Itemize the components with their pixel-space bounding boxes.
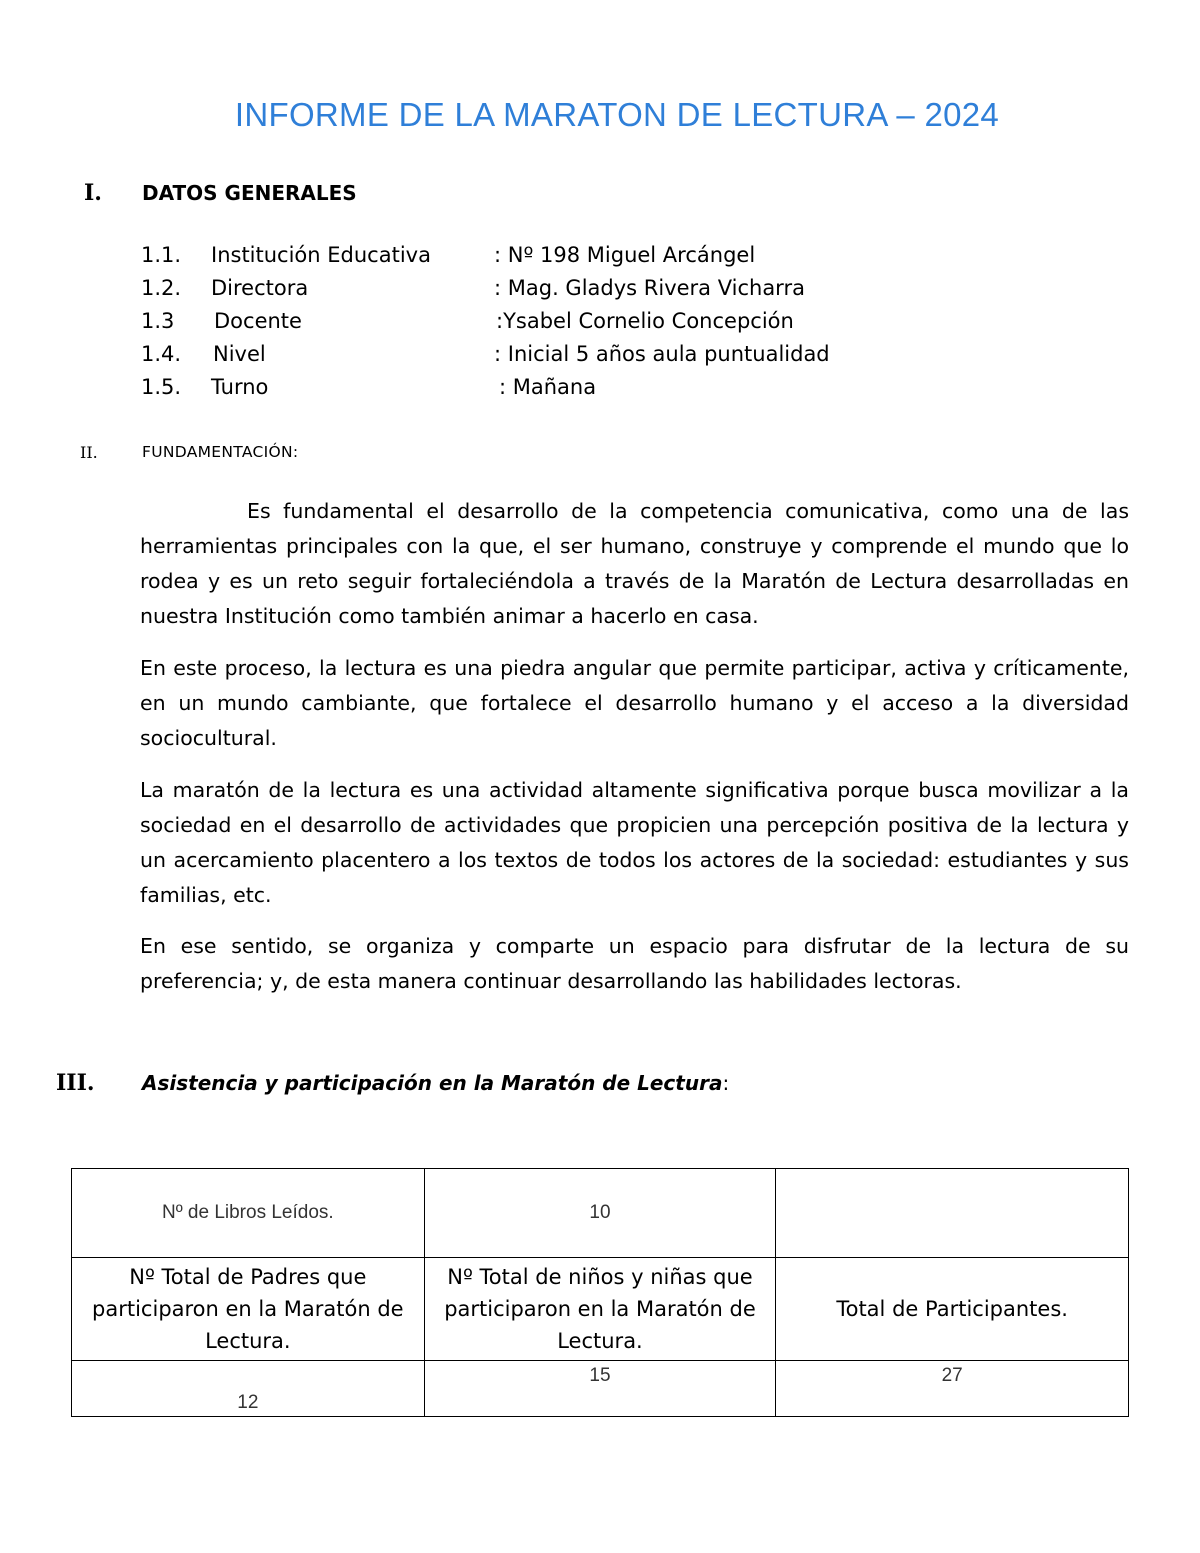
datos-label: Docente: [214, 309, 302, 333]
section-3-title: [142, 1071, 729, 1095]
empty-cell: [776, 1169, 1129, 1258]
paragraph: La maratón de la lectura es una actividad altamente significativa porque busca movilizar a la sociedad en el desarrollo de actividades que propicien una percepción positiva de la lectura y un acercamiento placentero a los textos de todos los actores de la sociedad: estudiantes y sus familias, etc.: [140, 778, 1129, 907]
children-count: 15: [424, 1361, 776, 1417]
section-3-title-colon: :: [722, 1071, 730, 1095]
books-read-label: Nº de Libros Leídos.: [72, 1169, 425, 1258]
datos-num: 1.2.: [141, 276, 182, 300]
paragraph: En ese sentido, se organiza y comparte un espacio para disfrutar de la lectura de su preferencia; y, de esta manera continuar desarrollando las habilidades lectoras.: [140, 934, 1129, 993]
table-header-cell: Nº Total de niños y niñas que participaron en la Maratón de Lectura.: [424, 1258, 776, 1361]
datos-num: 1.4.: [141, 342, 182, 366]
datos-label: Turno: [211, 375, 269, 399]
datos-num: 1.3: [141, 309, 175, 333]
table-header-cell: Total de Participantes.: [776, 1258, 1129, 1361]
datos-value: : Inicial 5 años aula puntualidad: [494, 342, 830, 366]
datos-value: : Mañana: [499, 375, 597, 399]
paragraph: En este proceso, la lectura es una piedra angular que permite participar, activa y críticamente, en un mundo cambiante, que fortalece el desarrollo humano y el acceso a la diversidad sociocultural.: [140, 656, 1129, 750]
datos-label: Nivel: [213, 342, 266, 366]
total-participants: 27: [776, 1361, 1129, 1417]
section-2-number: II.: [80, 443, 98, 462]
table-header-cell: Nº Total de Padres que participaron en la Maratón de Lectura.: [72, 1258, 425, 1361]
books-read-value: 10: [424, 1169, 776, 1258]
datos-value: : Nº 198 Miguel Arcángel: [494, 243, 756, 267]
section-1-number: I.: [84, 180, 102, 206]
parents-count: 12: [72, 1361, 425, 1417]
datos-value: :Ysabel Cornelio Concepción: [496, 309, 794, 333]
table-row: [72, 1258, 1129, 1361]
section-1-title: DATOS GENERALES: [142, 181, 357, 205]
participation-table: [71, 1168, 1129, 1417]
document-title: INFORME DE LA MARATON DE LECTURA – 2024: [234, 96, 1000, 133]
datos-num: 1.1.: [141, 243, 182, 267]
datos-label: Institución Educativa: [211, 243, 431, 267]
datos-label: Directora: [211, 276, 309, 300]
section-3-number: III.: [56, 1070, 95, 1096]
section-3-title-text: Asistencia y participación en la Maratón de Lectura: [142, 1071, 723, 1095]
table-row: [72, 1361, 1129, 1417]
section-2-title: FUNDAMENTACIÓN:: [142, 443, 299, 461]
datos-num: 1.5.: [141, 375, 182, 399]
table-row: [72, 1169, 1129, 1258]
paragraph: Es fundamental el desarrollo de la competencia comunicativa, como una de las herramientas principales con la que, el ser humano, construye y comprende el mundo que lo rodea y es un reto seguir fortaleciéndola a través de la Maratón de Lectura desarrolladas en nuestra Institución como también animar a hacerlo en casa.: [140, 499, 1129, 628]
datos-value: : Mag. Gladys Rivera Vicharra: [494, 276, 805, 300]
